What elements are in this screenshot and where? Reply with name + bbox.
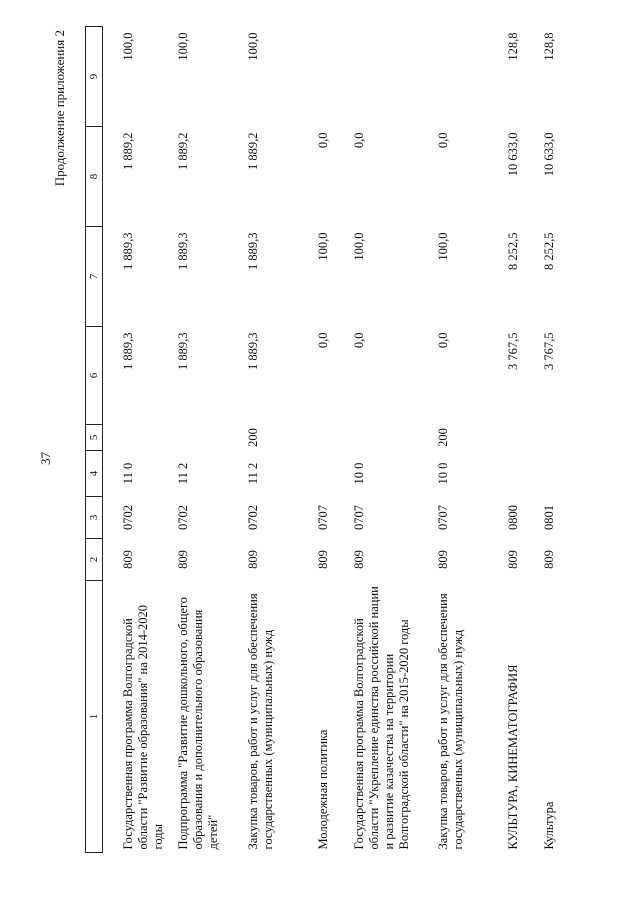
row-name: Закупка товаров, работ и услуг для обеспечения государственных (муниципальных) нужд — [435, 593, 465, 850]
cell-c9 — [313, 27, 349, 127]
cell-c7: 100,0 — [351, 232, 366, 261]
cell-c9: 128,8 — [541, 32, 556, 61]
table-row — [503, 27, 539, 853]
continuation-label: Продолжение приложения 2 — [52, 30, 67, 187]
header-row — [86, 27, 103, 853]
row-name: Государственная программа Волгоградской области "Развитие образования" на 2014-2020 годы — [121, 604, 165, 850]
header-cell: 7 — [86, 227, 103, 327]
cell-c5: 200 — [435, 428, 450, 447]
cell-c6: 0,0 — [315, 332, 330, 349]
cell-c7: 8 252,5 — [505, 232, 520, 270]
cell-c8: 0,0 — [315, 132, 330, 149]
cell-c9: 100,0 — [175, 32, 190, 61]
cell-c2: 809 — [541, 550, 556, 569]
row-name: Государственная программа Волгоградской области "Укрепление единства российской нации и развитие казачества на территории Волгоградской области" на 2015-2020 годы — [351, 586, 411, 850]
cell-c9 — [349, 27, 433, 127]
cell-c9: 100,0 — [121, 32, 135, 61]
cell-c8: 1 889,2 — [245, 132, 260, 170]
header-cell: 6 — [86, 327, 103, 425]
cell-c5 — [103, 425, 173, 451]
cell-c8: 1 889,2 — [121, 132, 135, 170]
cell-c5 — [349, 425, 433, 451]
cell-c2: 809 — [245, 550, 260, 569]
cell-c8: 0,0 — [351, 132, 366, 149]
cell-c5: 200 — [245, 428, 260, 447]
cell-c2: 809 — [121, 550, 135, 569]
cell-c4: 10 0 — [351, 462, 366, 485]
cell-c2: 809 — [435, 550, 450, 569]
row-name: Закупка товаров, работ и услуг для обеспечения государственных (муниципальных) нужд — [245, 593, 275, 850]
row-name: Подпрограмма "Развитие дошкольного, общего образования и дополнительного образования детей" — [175, 596, 220, 850]
cell-c4 — [539, 451, 569, 497]
cell-c9 — [433, 27, 503, 127]
cell-c8: 1 889,2 — [175, 132, 190, 170]
cell-c6: 0,0 — [351, 332, 366, 349]
cell-c6: 3 767,5 — [541, 332, 556, 370]
cell-c5 — [539, 425, 569, 451]
header-cell: 4 — [86, 451, 103, 497]
cell-c8: 10 633,0 — [541, 132, 556, 177]
cell-c2: 809 — [505, 550, 520, 569]
cell-c7: 100,0 — [315, 232, 330, 261]
cell-c4: 11 2 — [245, 462, 260, 485]
cell-c5 — [313, 425, 349, 451]
row-name: Культура — [541, 801, 556, 850]
header-cell: 3 — [86, 497, 103, 539]
page-number: 37 — [38, 452, 53, 465]
cell-c3: 0707 — [435, 505, 450, 530]
cell-c2: 809 — [175, 550, 190, 569]
cell-c4 — [313, 451, 349, 497]
cell-c7: 100,0 — [435, 232, 450, 261]
cell-c6: 1 889,3 — [245, 332, 260, 370]
cell-c8: 0,0 — [435, 132, 450, 149]
cell-c3: 0702 — [121, 505, 135, 530]
cell-c6: 1 889,3 — [121, 332, 135, 370]
table-row — [349, 27, 433, 853]
cell-c7: 1 889,3 — [121, 232, 135, 270]
table-row — [433, 27, 503, 853]
cell-c3: 0707 — [351, 505, 366, 530]
cell-c3: 0702 — [175, 505, 190, 530]
cell-c9: 128,8 — [505, 32, 520, 61]
cell-c4 — [503, 451, 539, 497]
table-row — [243, 27, 313, 853]
cell-c5 — [173, 425, 243, 451]
header-cell: 8 — [86, 127, 103, 227]
cell-c7: 8 252,5 — [541, 232, 556, 270]
cell-c2: 809 — [351, 550, 366, 569]
cell-c7: 1 889,3 — [175, 232, 190, 270]
table-row — [103, 27, 173, 853]
cell-c6: 1 889,3 — [175, 332, 190, 370]
row-name: Молодежная политика — [315, 729, 330, 850]
cell-c8: 10 633,0 — [505, 132, 520, 177]
cell-c7: 1 889,3 — [245, 232, 260, 270]
cell-c3: 0707 — [315, 505, 330, 530]
cell-c5 — [503, 425, 539, 451]
table-row — [539, 27, 569, 853]
header-cell: 5 — [86, 425, 103, 451]
cell-c4: 10 0 — [435, 462, 450, 485]
cell-c9: 100,0 — [245, 32, 260, 61]
header-cell: 1 — [86, 581, 103, 853]
budget-table — [85, 26, 569, 853]
table-row — [313, 27, 349, 853]
row-name: КУЛЬТУРА, КИНЕМАТОГРАФИЯ — [505, 664, 520, 850]
cell-c3: 0800 — [505, 505, 520, 530]
table-row — [173, 27, 243, 853]
cell-c6: 0,0 — [435, 332, 450, 349]
cell-c2: 809 — [315, 550, 330, 569]
cell-c4: 11 2 — [175, 462, 190, 485]
cell-c4: 11 0 — [121, 462, 135, 485]
cell-c3: 0801 — [541, 505, 556, 530]
header-cell: 9 — [86, 27, 103, 127]
cell-c3: 0702 — [245, 505, 260, 530]
cell-c6: 3 767,5 — [505, 332, 520, 370]
header-cell: 2 — [86, 539, 103, 581]
